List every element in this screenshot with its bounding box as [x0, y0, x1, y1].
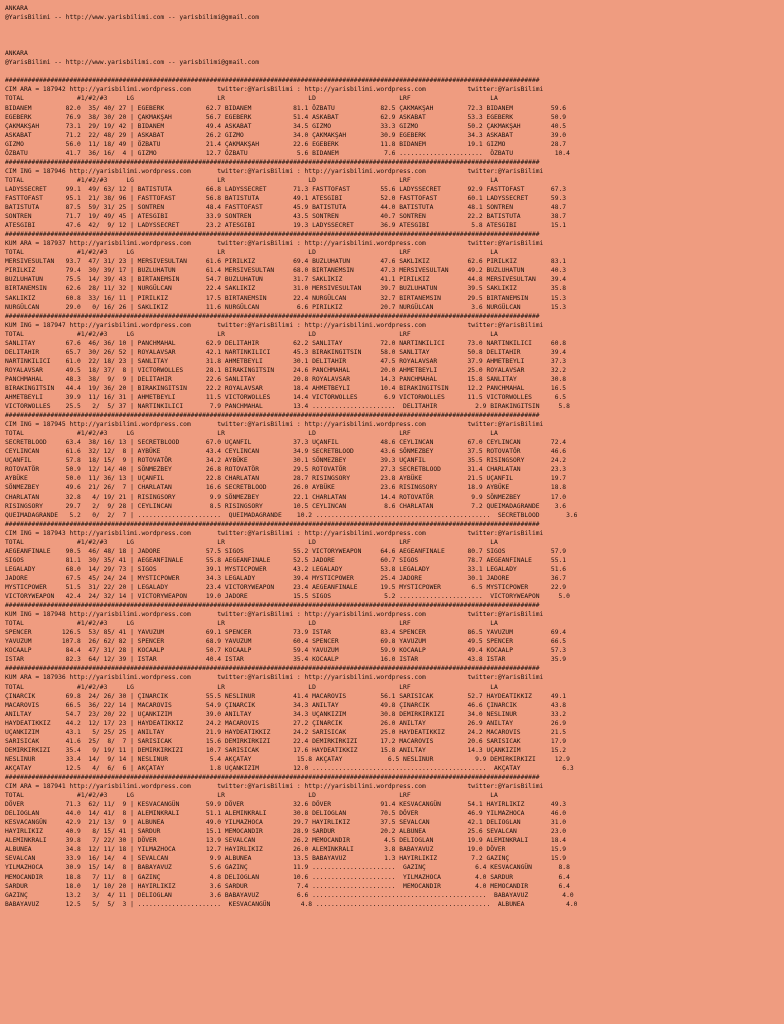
horse-row: CHARLATAN 32.8 4/ 19/ 21 | RISINGSORY 9.9 SÖNMEZBEY 22.1 CHARLATAN 14.4 ROTOVATÖR 9.9 SÖNMEZBEY 17.0 — [5, 493, 567, 501]
race-block — [5, 673, 577, 773]
horse-row: NESLINUR 33.4 14/ 9/ 14 | NESLINUR 5.4 AKÇATAY 15.8 AKÇATAY 6.5 NESLINUR 9.9 DEMIRKIRKIZI 12.9 — [5, 755, 570, 763]
race-title-line: CIM ING = 187945 http://yarisbilimi.wordpress.com twitter:@YarisBilimi : http://yarisbilimi.wordpress.com twitter:@YarisBilimi — [5, 421, 544, 429]
horse-row: RISINGSORY 29.7 2/ 9/ 28 | CEYLINCAN 8.5 RISINGSORY 10.5 CEYLINCAN 8.6 CHARLATAN 7.2 QUEIMADAGRANDE 3.6 — [5, 502, 567, 510]
horse-row: SECRETBLOOD 63.4 38/ 16/ 13 | SECRETBLOOD 67.0 UÇANFIL 37.3 UÇANFIL 48.6 CEYLINCAN 67.0 CEYLINCAN 72.4 — [5, 439, 567, 447]
blank-line — [5, 22, 577, 31]
horse-row: KOCAALP 84.4 47/ 31/ 28 | KOCAALP 50.7 KOCAALP 59.4 YAVUZUM 59.9 KOCAALP 49.4 KOCAALP 57.3 — [5, 647, 567, 655]
horse-row: DELITAHIR 65.7 30/ 26/ 52 | ROYALAVSAR 42.1 NARTINKILICI 45.3 BIRAKINGITSIN 58.0 SANLITAY 50.8 DELITAHIR 39.4 — [5, 348, 567, 356]
separator-line: ############################################################################################################################################# — [5, 77, 540, 85]
horse-row: QUEIMADAGRANDE 5.2 0/ 2/ 7 | ...................... QUEIMADAGRANDE 10.2 .............................................. SECRETBLOOD 3.6 — [5, 511, 578, 519]
race-block — [5, 239, 577, 311]
horse-row: BABAYAVUZ 12.5 5/ 5/ 3 | ...................... KESVACANGÜN 4.8 .............................................. ALBUNEA 4.0 — [5, 900, 578, 908]
header-city-2: ANKARA — [5, 50, 28, 58]
race-title-line: KUM ARA = 187936 http://yarisbilimi.wordpress.com twitter:@YarisBilimi : http://yarisbilimi.wordpress.com twitter:@YarisBilimi — [5, 674, 544, 682]
column-header-line: TOTAL #1/#2/#3 LG LR LD LRF LA — [5, 430, 498, 438]
race-title-line: CIM ING = 187943 http://yarisbilimi.wordpress.com twitter:@YarisBilimi : http://yarisbilimi.wordpress.com twitter:@YarisBilimi — [5, 529, 544, 537]
horse-row: SANLITAY 67.6 46/ 36/ 10 | PANCHMAHAL 62.9 DELITAHIR 62.2 SANLITAY 72.0 NARTINKILICI 73.0 NARTINKILICI 60.8 — [5, 339, 567, 347]
horse-row: LADYSSECRET 99.1 49/ 63/ 12 | BATISTUTA 66.8 LADYSSECRET 71.3 FASTTOFAST 55.6 LADYSSECRET 92.9 FASTTOFAST 67.3 — [5, 185, 567, 193]
horse-row: ÖZBATU 41.7 36/ 16/ 4 | GIZMO 12.7 ÖZBATU 5.6 BIDANEM 7.6 ...................... ÖZBATU 10.4 — [5, 149, 570, 157]
header-links-2: @YarisBilimi -- http://www.yarisbilimi.com -- yarisbilimi@gmail.com — [5, 59, 260, 67]
separator-line: ############################################################################################################################################# — [5, 158, 540, 166]
horse-row: UÇANFIL 57.8 18/ 15/ 9 | ROTOVATÖR 34.2 AYBÜKE 30.1 SÖNMEZBEY 39.3 UÇANFIL 35.5 RISINGSORY 24.2 — [5, 457, 567, 465]
horse-row: ALEMINKRALI 39.8 7/ 22/ 30 | DÖVER 13.9 SEVALCAN 26.2 MEMOCANDIR 4.5 DELIOGLAN 19.9 ALEMINKRALI 18.4 — [5, 837, 567, 845]
horse-row: MERSIVESULTAN 93.7 47/ 31/ 23 | MERSIVESULTAN 61.6 PIRILKIZ 69.4 BUZLUHATUN 47.6 SAKLIKIZ 62.6 PIRILKIZ 83.1 — [5, 258, 567, 266]
horse-row: AYBÜKE 50.0 11/ 36/ 13 | UÇANFIL 22.8 CHARLATAN 28.7 RISINGSORY 23.8 AYBÜKE 21.5 UÇANFIL 19.7 — [5, 475, 567, 483]
blank-line — [5, 31, 577, 40]
column-header-line: TOTAL #1/#2/#3 LG LR LD LRF LA — [5, 683, 498, 691]
race-block — [5, 529, 577, 601]
horse-row: PANCHMAHAL 48.3 38/ 9/ 9 | DELITAHIR 22.6 SANLITAY 20.8 ROYALAVSAR 14.3 PANCHMAHAL 15.8 SANLITAY 30.8 — [5, 375, 567, 383]
horse-row: DEMIRKIRKIZI 35.4 9/ 19/ 11 | DEMIRKIRKIZI 10.7 SARISICAK 17.6 HAYDEATIKKIZ 15.8 ANILTAY 14.3 UÇANKIZIM 15.2 — [5, 746, 567, 754]
horse-row: BIRAKINGITSIN 44.4 19/ 36/ 20 | BIRAKINGITSIN 22.2 ROYALAVSAR 18.4 AHMETBEYLI 10.4 BIRAKINGITSIN 12.2 PANCHMAHAL 16.5 — [5, 384, 567, 392]
horse-row: SIGOS 81.1 30/ 35/ 41 | AEGEANFINALE 55.8 AEGEANFINALE 52.5 JADORE 60.7 SIGOS 78.7 AEGEANFINALE 55.1 — [5, 556, 567, 564]
horse-row: BIDANEM 82.0 35/ 40/ 27 | EGEBERK 62.7 BIDANEM 81.1 ÖZBATU 82.5 ÇAKMAKŞAH 72.3 BIDANEM 59.6 — [5, 104, 567, 112]
horse-row: YILMAZHOCA 30.9 15/ 14/ 8 | BABAYAVUZ 5.6 GAZINÇ 11.9 ...................... GAZINÇ 6.4 KESVACANGÜN 8.8 — [5, 864, 570, 872]
separator-line: ############################################################################################################################################# — [5, 773, 540, 781]
horse-row: VICTORWOLLES 25.5 2/ 5/ 37 | NARTINKILICI 7.9 PANCHMAHAL 13.4 ...................... DELITAHIR 2.9 BIRAKINGITSIN 5.8 — [5, 403, 570, 411]
separator-line: ############################################################################################################################################# — [5, 665, 540, 673]
horse-row: ASKABAT 71.2 22/ 48/ 29 | ASKABAT 26.2 GIZMO 34.0 ÇAKMAKŞAH 30.9 EGEBERK 34.3 ASKABAT 39.0 — [5, 131, 567, 139]
race-block — [5, 610, 577, 664]
separator-line: ############################################################################################################################################# — [5, 520, 540, 528]
horse-row: ÇINARCIK 69.8 24/ 26/ 30 | ÇINARCIK 55.5 NESLINUR 41.4 MACAROVIS 56.1 SARISICAK 52.7 HAYDEATIKKIZ 49.1 — [5, 692, 567, 700]
race-block — [5, 85, 577, 157]
horse-row: FASTTOFAST 95.1 21/ 38/ 96 | FASTTOFAST 56.8 BATISTUTA 49.1 ATESGIBI 52.0 FASTTOFAST 60.1 LADYSSECRET 59.3 — [5, 194, 567, 202]
race-title-line: KUM ING = 187948 http://yarisbilimi.wordpress.com twitter:@YarisBilimi : http://yarisbilimi.wordpress.com twitter:@YarisBilimi — [5, 611, 544, 619]
horse-row: MYSTICPOWER 51.5 31/ 22/ 20 | LEGALADY 23.4 VICTORYWEAPON 23.4 AEGEANFINALE 19.5 MYSTICPOWER 6.5 MYSTICPOWER 22.9 — [5, 584, 567, 591]
horse-row: SEVALCAN 33.9 16/ 14/ 4 | SEVALCAN 9.9 ALBUNEA 13.5 BABAYAVUZ 1.3 HAYIRLIKIZ 7.2 GAZINÇ 15.9 — [5, 855, 567, 863]
header-city: ANKARA — [5, 5, 28, 12]
race-block — [5, 420, 577, 520]
column-header-line: TOTAL #1/#2/#3 LG LR LD LRF LA — [5, 176, 498, 184]
race-title-line: CIM ARA = 187942 http://yarisbilimi.wordpress.com twitter:@YarisBilimi : http://yarisbilimi.wordpress.com twitter:@YarisBilimi — [5, 86, 544, 94]
horse-row: ALBUNEA 34.8 12/ 11/ 18 | YILMAZHOCA 12.7 HAYIRLIKIZ 26.0 ALEMINKRALI 3.8 BABAYAVUZ 19.0 DÖVER 15.9 — [5, 846, 567, 854]
column-header-line: TOTAL #1/#2/#3 LG LR LD LRF LA — [5, 330, 498, 338]
blank-line — [5, 67, 577, 76]
horse-row: HAYDEATIKKIZ 44.2 12/ 17/ 23 | HAYDEATIKKIZ 24.2 MACAROVIS 27.2 ÇINARCIK 26.0 ANILTAY 26.9 ANILTAY 26.9 — [5, 719, 567, 727]
separator-line: ############################################################################################################################################# — [5, 312, 540, 320]
horse-row: VICTORYWEAPON 42.4 24/ 32/ 14 | VICTORYWEAPON 19.0 JADORE 15.5 SIGOS 5.2 ...................... VICTORYWEAPON 5.0 — [5, 593, 570, 601]
blank-line — [5, 40, 577, 49]
horse-row: SAKLIKIZ 60.8 33/ 16/ 11 | PIRILKIZ 17.5 BIRTANEMSIN 22.4 NURGÜLCAN 32.7 BIRTANEMSIN 29.5 BIRTANEMSIN 15.3 — [5, 294, 567, 302]
race-block — [5, 167, 577, 230]
separator-line: ############################################################################################################################################# — [5, 231, 540, 239]
race-tables — [5, 76, 577, 908]
separator-line: ############################################################################################################################################# — [5, 602, 540, 610]
horse-row: GIZMO 56.0 11/ 18/ 49 | ÖZBATU 21.4 ÇAKMAKŞAH 22.6 EGEBERK 11.8 BIDANEM 19.1 GIZMO 28.7 — [5, 140, 567, 148]
horse-row: ATESGIBI 47.6 42/ 9/ 12 | LADYSSECRET 23.2 ATESGIBI 19.3 LADYSSECRET 36.9 ATESGIBI 5.8 ATESGIBI 15.1 — [5, 222, 567, 230]
horse-row: SPENCER 126.5 53/ 85/ 41 | YAVUZUM 69.1 SPENCER 73.9 ISTAR 83.4 SPENCER 86.5 YAVUZUM 69.4 — [5, 629, 567, 637]
horse-row: BATISTUTA 87.5 59/ 31/ 25 | SONTREN 48.4 FASTTOFAST 45.9 BATISTUTA 44.0 BATISTUTA 48.1 SONTREN 48.7 — [5, 204, 567, 212]
horse-row: ANILTAY 54.7 23/ 20/ 22 | UÇANKIZIM 39.0 ANILTAY 34.3 UÇANKIZIM 30.8 DEMIRKIRKIZI 34.0 NESLINUR 33.2 — [5, 710, 567, 718]
horse-row: SONTREN 71.7 19/ 49/ 45 | ATESGIBI 33.9 SONTREN 43.5 SONTREN 40.7 SONTREN 22.2 BATISTUTA 38.7 — [5, 213, 567, 221]
horse-row: DÖVER 71.3 62/ 11/ 9 | KESVACANGÜN 59.9 DÖVER 32.6 DÖVER 91.4 KESVACANGÜN 54.1 HAYIRLIKIZ 49.3 — [5, 801, 567, 809]
header-links: @YarisBilimi -- http://www.yarisbilimi.com -- yarisbilimi@gmail.com — [5, 14, 260, 22]
column-header-line: TOTAL #1/#2/#3 LG LR LD LRF LA — [5, 538, 498, 546]
horse-row: ROTOVATÖR 50.9 12/ 14/ 40 | SÖNMEZBEY 26.8 ROTOVATÖR 29.5 ROTOVATÖR 27.3 SECRETBLOOD 31.4 CHARLATAN 23.3 — [5, 466, 567, 474]
horse-row: SARDUR 18.0 1/ 10/ 20 | HAYIRLIKIZ 3.6 SARDUR 7.4 ...................... MEMOCANDIR 4.0 MEMOCANDIR 6.4 — [5, 882, 570, 890]
horse-row: ÇAKMAKŞAH 73.1 29/ 19/ 42 | BIDANEM 49.4 ASKABAT 34.5 GIZMO 33.3 GIZMO 50.2 ÇAKMAKŞAH 40.5 — [5, 122, 567, 130]
race-title-line: KUM ING = 187947 http://yarisbilimi.wordpress.com twitter:@YarisBilimi : http://yarisbilimi.wordpress.com twitter:@YarisBilimi — [5, 321, 544, 329]
horse-row: UÇANKIZIM 43.1 5/ 25/ 25 | ANILTAY 21.9 HAYDEATIKKIZ 24.2 SARISICAK 25.0 HAYDEATIKKIZ 24.2 MACAROVIS 21.5 — [5, 728, 567, 736]
column-header-line: TOTAL #1/#2/#3 LG LR LD LRF LA — [5, 249, 498, 257]
horse-row: CEYLINCAN 61.6 32/ 12/ 8 | AYBÜKE 43.4 CEYLINCAN 34.9 SECRETBLOOD 43.6 SÖNMEZBEY 37.5 ROTOVATÖR 46.6 — [5, 448, 567, 456]
horse-row: AHMETBEYLI 39.9 11/ 16/ 31 | AHMETBEYLI 11.5 VICTORWOLLES 14.4 VICTORWOLLES 6.9 VICTORWOLLES 11.5 VICTORWOLLES 6.5 — [5, 394, 567, 402]
race-block — [5, 321, 577, 411]
race-report-document — [5, 4, 577, 909]
column-header-line: TOTAL #1/#2/#3 LG LR LD LRF LA — [5, 620, 498, 628]
horse-row: NARTINKILICI 61.0 22/ 18/ 23 | SANLITAY 31.8 AHMETBEYLI 30.1 DELITAHIR 47.5 ROYALAVSAR 37.9 AHMETBEYLI 37.3 — [5, 357, 567, 365]
horse-row: AEGEANFINALE 90.5 46/ 48/ 18 | JADORE 57.5 SIGOS 55.2 VICTORYWEAPON 64.6 AEGEANFINALE 80.7 SIGOS 57.9 — [5, 547, 567, 555]
horse-row: LEGALADY 68.0 14/ 29/ 73 | SIGOS 39.1 MYSTICPOWER 43.2 LEGALADY 53.8 LEGALADY 33.1 LEGALADY 51.6 — [5, 565, 567, 573]
horse-row: JADORE 67.5 45/ 24/ 24 | MYSTICPOWER 34.3 LEGALADY 39.4 MYSTICPOWER 25.4 JADORE 30.1 JADORE 36.7 — [5, 574, 567, 582]
race-title-line: CIM ARA = 187941 http://yarisbilimi.wordpress.com twitter:@YarisBilimi : http://yarisbilimi.wordpress.com twitter:@YarisBilimi — [5, 783, 544, 791]
horse-row: YAVUZUM 107.8 26/ 62/ 82 | SPENCER 68.9 YAVUZUM 60.4 SPENCER 69.8 YAVUZUM 49.5 SPENCER 66.5 — [5, 638, 567, 646]
column-header-line: TOTAL #1/#2/#3 LG LR LD LRF LA — [5, 792, 498, 800]
horse-row: NURGÜLCAN 29.0 0/ 16/ 26 | SAKLIKIZ 11.6 NURGÜLCAN 6.6 PIRILKIZ 20.7 NURGÜLCAN 3.6 NURGÜLCAN 15.3 — [5, 303, 567, 311]
horse-row: EGEBERK 76.9 38/ 30/ 20 | ÇAKMAKŞAH 56.7 EGEBERK 51.4 ASKABAT 62.9 ASKABAT 53.3 EGEBERK 50.9 — [5, 113, 567, 121]
race-title-line: KUM ARA = 187937 http://yarisbilimi.wordpress.com twitter:@YarisBilimi : http://yarisbilimi.wordpress.com twitter:@YarisBilimi — [5, 240, 544, 248]
horse-row: DELIOGLAN 44.0 14/ 41/ 8 | ALEMINKRALI 51.1 ALEMINKRALI 30.8 DELIOGLAN 70.5 DÖVER 46.9 YILMAZHOCA 46.0 — [5, 810, 567, 818]
race-block — [5, 782, 577, 909]
horse-row: KESVACANGÜN 42.9 21/ 13/ 9 | ALBUNEA 49.0 YILMAZHOCA 29.7 HAYIRLIKIZ 37.5 SEVALCAN 42.1 DELIOGLAN 31.0 — [5, 819, 567, 827]
horse-row: MEMOCANDIR 18.8 7/ 11/ 8 | GAZINÇ 4.8 DELIOGLAN 10.6 ...................... YILMAZHOCA 4.0 SARDUR 6.4 — [5, 873, 570, 881]
horse-row: ROYALAVSAR 49.5 18/ 37/ 8 | VICTORWOLLES 28.1 BIRAKINGITSIN 24.6 PANCHMAHAL 20.0 AHMETBEYLI 25.0 ROYALAVSAR 32.2 — [5, 366, 567, 374]
horse-row: BUZLUHATUN 75.5 14/ 39/ 43 | BIRTANEMSIN 54.7 BUZLUHATUN 31.7 SAKLIKIZ 41.1 PIRILKIZ 44.8 MERSIVESULTAN 39.4 — [5, 276, 567, 284]
horse-row: MACAROVIS 66.5 36/ 22/ 14 | MACAROVIS 54.9 ÇINARCIK 34.3 ANILTAY 49.8 ÇINARCIK 46.6 ÇINARCIK 43.8 — [5, 701, 567, 709]
horse-row: PIRILKIZ 79.4 30/ 39/ 17 | BUZLUHATUN 61.4 MERSIVESULTAN 68.0 BIRTANEMSIN 47.3 MERSIVESULTAN 49.2 BUZLUHATUN 40.3 — [5, 267, 567, 275]
column-header-line: TOTAL #1/#2/#3 LG LR LD LRF LA — [5, 95, 498, 103]
horse-row: SÖNMEZBEY 49.6 21/ 26/ 7 | CHARLATAN 16.6 SECRETBLOOD 26.0 AYBÜKE 23.6 RISINGSORY 18.9 AYBÜKE 18.8 — [5, 484, 567, 492]
horse-row: GAZINÇ 13.2 3/ 4/ 11 | DELIOGLAN 3.6 BABAYAVUZ 6.6 .............................................. BABAYAVUZ 4.0 — [5, 891, 574, 899]
horse-row: BIRTANEMSIN 62.6 28/ 11/ 32 | NURGÜLCAN 22.4 SAKLIKIZ 31.0 MERSIVESULTAN 39.7 BUZLUHATUN 39.5 SAKLIKIZ 35.8 — [5, 285, 567, 293]
horse-row: ISTAR 82.3 64/ 12/ 39 | ISTAR 40.4 ISTAR 35.4 KOCAALP 16.0 ISTAR 43.8 ISTAR 35.9 — [5, 656, 567, 664]
race-title-line: CIM ING = 187946 http://yarisbilimi.wordpress.com twitter:@YarisBilimi : http://yarisbilimi.wordpress.com twitter:@YarisBilimi — [5, 167, 544, 175]
separator-line: ############################################################################################################################################# — [5, 412, 540, 420]
horse-row: AKÇATAY 12.5 4/ 6/ 6 | AKÇATAY 1.8 UÇANKIZIM 12.0 .............................................. AKÇATAY 6.3 — [5, 764, 574, 772]
horse-row: SARISICAK 41.6 25/ 8/ 7 | SARISICAK 15.6 DEMIRKIRKIZI 22.4 DEMIRKIRKIZI 17.2 MACAROVIS 20.6 SARISICAK 17.9 — [5, 737, 567, 745]
horse-row: HAYIRLIKIZ 40.9 8/ 15/ 41 | SARDUR 15.1 MEMOCANDIR 28.9 SARDUR 20.2 ALBUNEA 25.6 SEVALCAN 23.0 — [5, 828, 567, 836]
